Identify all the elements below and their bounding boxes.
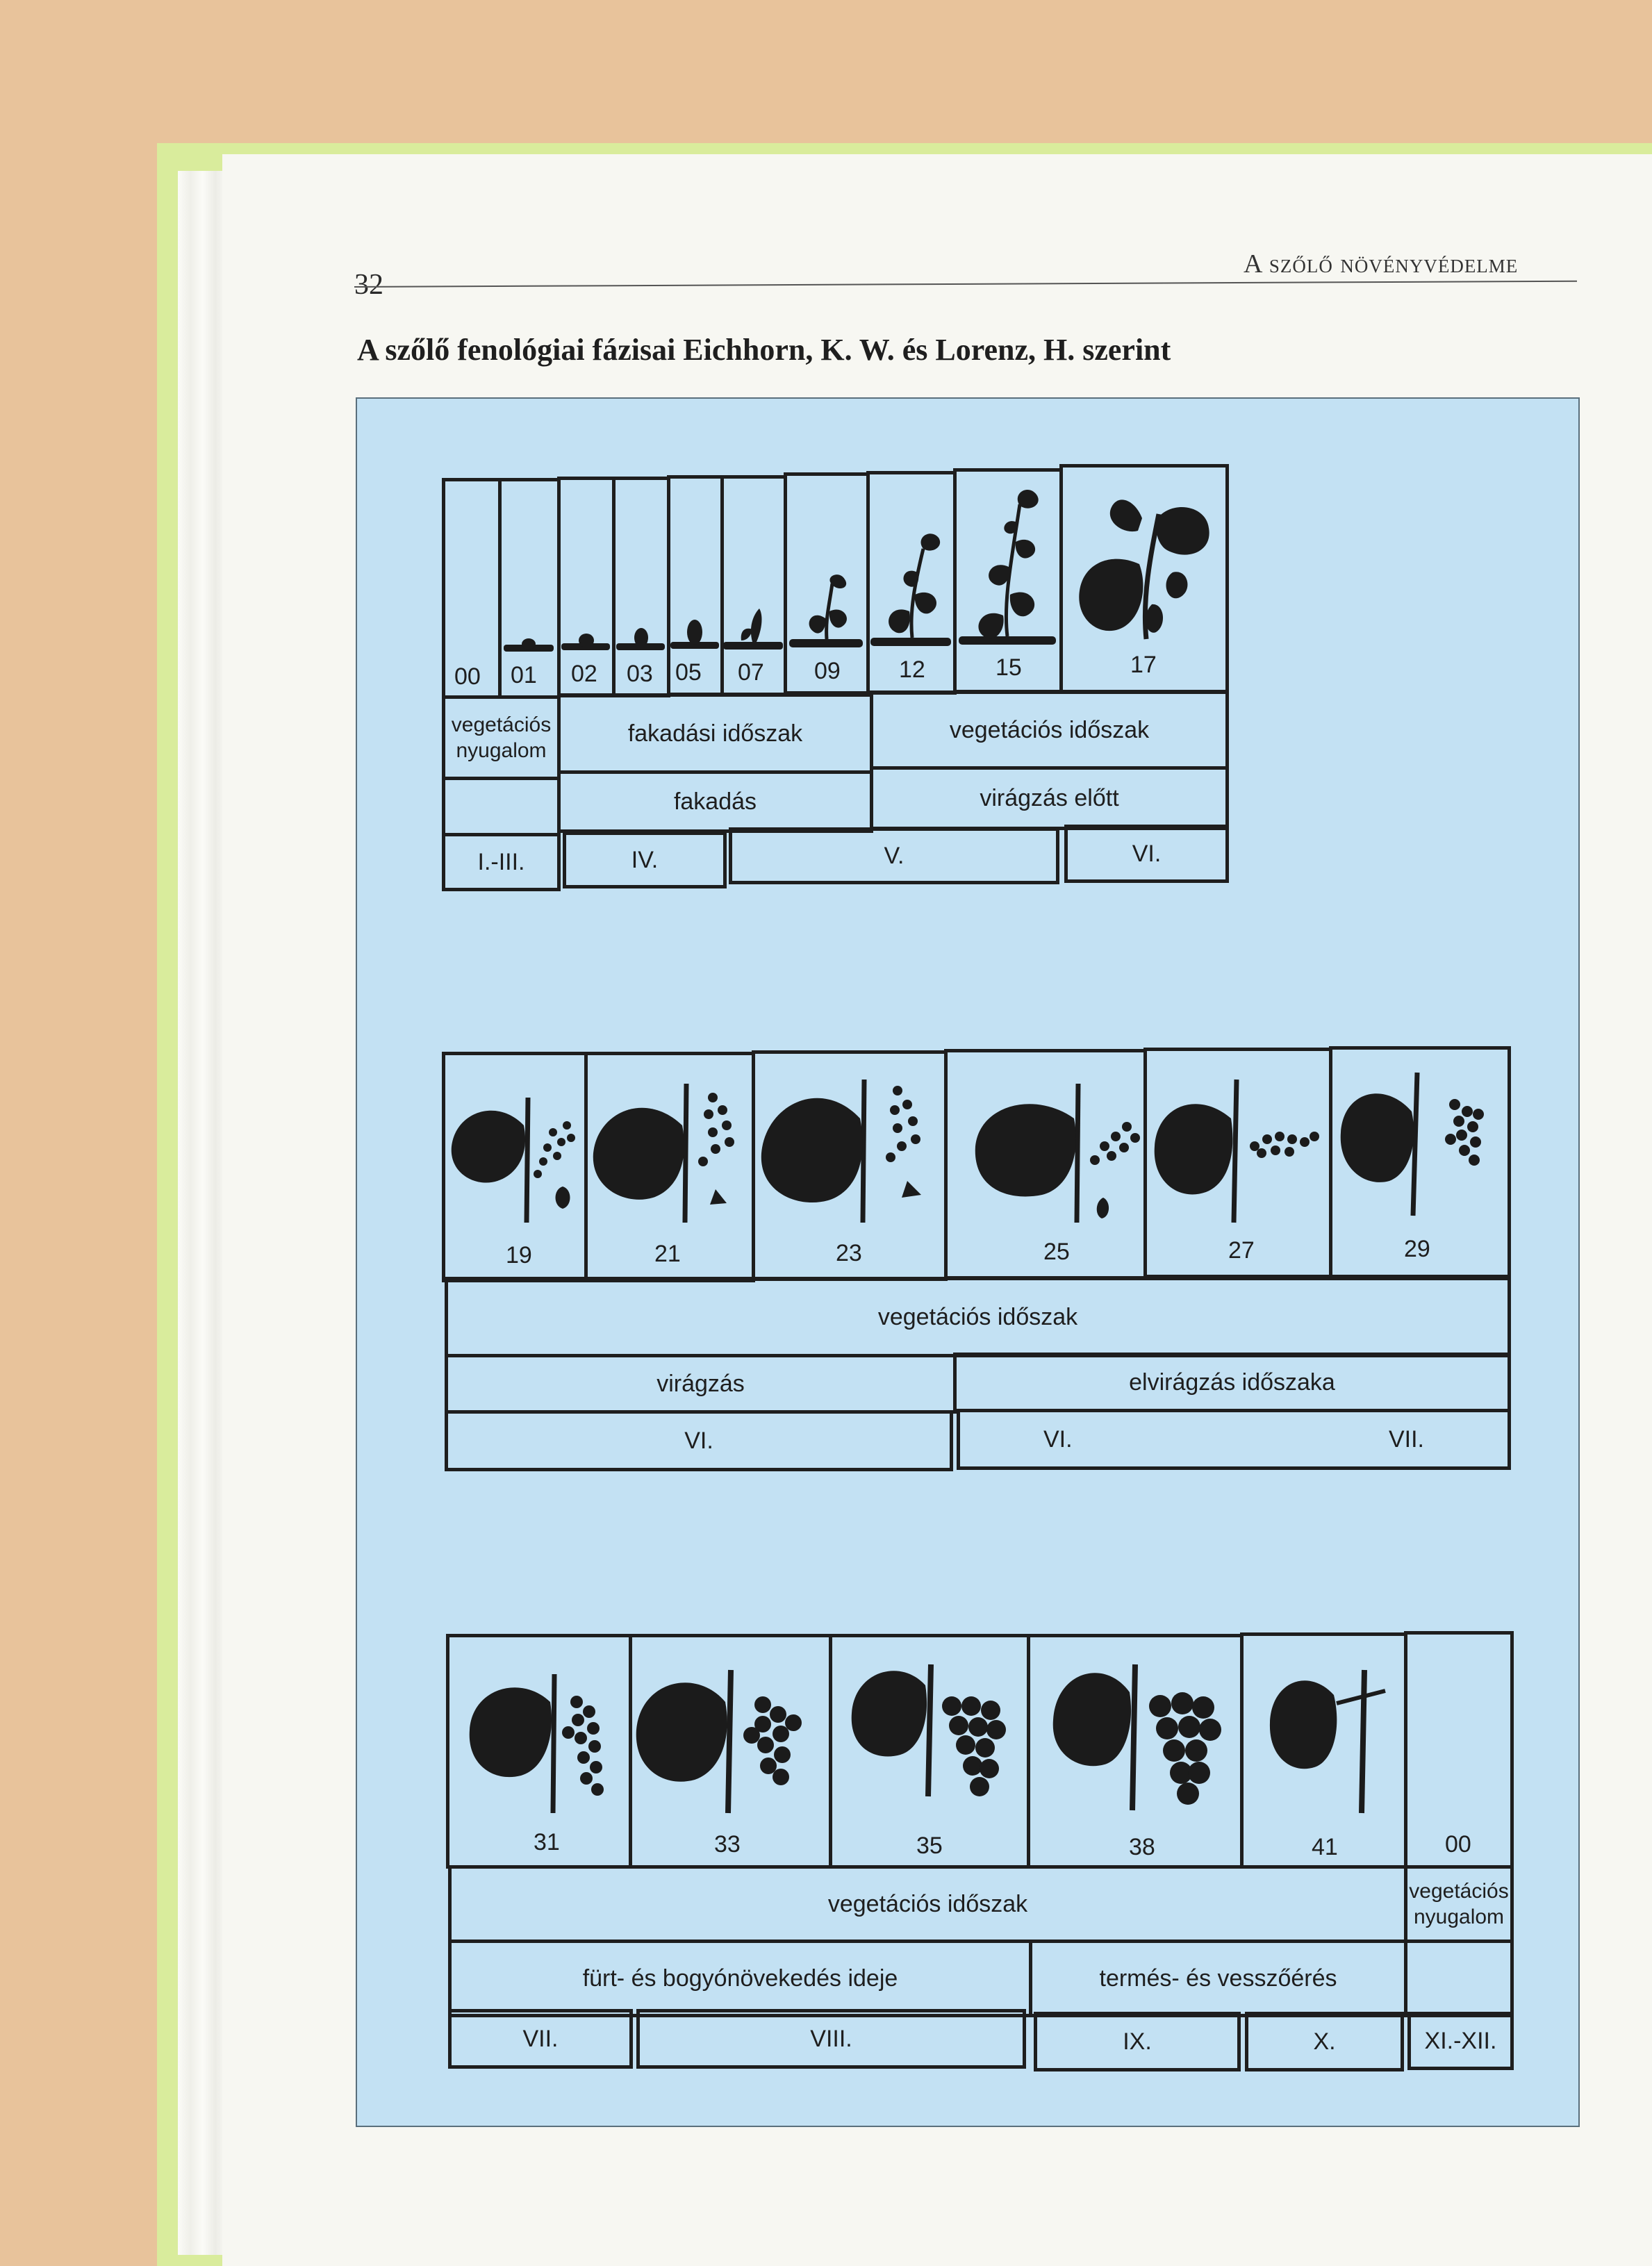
- month-label-jun-3: VI.: [1043, 1425, 1073, 1453]
- month-label-apr: IV.: [563, 832, 727, 888]
- stage-label-29: 29: [1404, 1236, 1430, 1262]
- flowering-stage-25-icon: [952, 1070, 1146, 1230]
- shoot-stage-15-icon: [953, 483, 1063, 667]
- berry-stage-31-icon: [459, 1660, 625, 1820]
- vegetation-period-label-2: vegetációs időszak: [445, 1277, 1511, 1357]
- running-head: A szőlő növényvédelme: [1244, 249, 1519, 279]
- stage-label-31: 31: [534, 1829, 560, 1855]
- months-jun-jul-group: [957, 1409, 1511, 1470]
- page-number: 32: [354, 269, 383, 301]
- month-label-may: V.: [729, 827, 1059, 884]
- pre-flowering-label: virágzás előtt: [870, 766, 1229, 830]
- shoot-stage-01-icon: [498, 625, 561, 667]
- month-label-jul-2: VII.: [448, 2009, 633, 2069]
- empty-cell-end: [1404, 1940, 1514, 2017]
- month-label-jan-mar: I.-III.: [442, 833, 561, 891]
- shoot-stage-03-icon: [612, 618, 670, 667]
- shoot-stage-12-icon: [866, 528, 957, 667]
- stage-label-00-end: 00: [1445, 1831, 1471, 1858]
- stage-label-35: 35: [916, 1833, 943, 1859]
- shoot-stage-09-icon: [784, 570, 870, 667]
- budbreak-label: fakadás: [557, 770, 873, 833]
- stage-label-01: 01: [511, 662, 537, 688]
- stage-label-25: 25: [1043, 1239, 1070, 1265]
- stage-label-07: 07: [738, 659, 764, 686]
- stage-label-02: 02: [571, 661, 597, 687]
- dormancy-label-end: vegetációs nyugalom: [1404, 1865, 1514, 1943]
- stage-label-17: 17: [1130, 652, 1157, 678]
- dormancy-label: vegetációs nyugalom: [442, 695, 561, 780]
- berry-stage-33-icon: [634, 1660, 828, 1820]
- stage-label-38: 38: [1129, 1834, 1155, 1860]
- stage-label-33: 33: [714, 1831, 741, 1858]
- month-label-jun-2: VI.: [445, 1410, 953, 1471]
- berry-stage-38-icon: [1049, 1657, 1244, 1817]
- stage-label-23: 23: [836, 1240, 862, 1266]
- ripening-label: termés- és vesszőérés: [1029, 1940, 1407, 2017]
- flowering-label: virágzás: [445, 1354, 957, 1414]
- empty-cell-1: [442, 777, 561, 836]
- vegetation-period-label: vegetációs időszak: [870, 690, 1229, 770]
- month-label-jun: VI.: [1064, 825, 1229, 883]
- shoot-stage-02-icon: [557, 622, 616, 664]
- stage-label-03: 03: [627, 661, 653, 687]
- shoot-stage-17-icon: [1070, 486, 1223, 646]
- cluster-growth-label: fürt- és bogyónövekedés ideje: [448, 1940, 1032, 2017]
- stage-label-15: 15: [996, 654, 1022, 681]
- berry-stage-35-icon: [848, 1657, 1028, 1817]
- month-label-nov-dec: XI.-XII.: [1407, 2012, 1514, 2070]
- flowering-stage-21-icon: [590, 1070, 750, 1230]
- month-label-sep: IX.: [1034, 2012, 1241, 2071]
- stage-label-41: 41: [1312, 1834, 1338, 1860]
- flowering-stage-23-icon: [759, 1070, 946, 1230]
- shoot-stage-07-icon: [720, 599, 787, 668]
- post-flowering-label: elvirágzás időszaka: [953, 1353, 1511, 1412]
- stage-label-12: 12: [899, 656, 925, 683]
- stage-label-09: 09: [814, 658, 841, 684]
- ripening-stage-41-icon: [1267, 1660, 1406, 1820]
- flowering-stage-19-icon: [449, 1070, 588, 1230]
- flowering-stage-29-icon: [1337, 1063, 1510, 1223]
- month-label-jul: VII.: [1388, 1425, 1424, 1453]
- stage-label-19: 19: [506, 1242, 532, 1268]
- budbreak-period-label: fakadási időszak: [557, 693, 873, 774]
- month-label-aug: VIII.: [636, 2009, 1026, 2069]
- shoot-stage-05-icon: [667, 610, 724, 665]
- month-label-oct: X.: [1245, 2012, 1404, 2071]
- stage-label-21: 21: [654, 1241, 681, 1267]
- page-title: A szőlő fenológiai fázisai Eichhorn, K. W. és Lorenz, H. szerint: [357, 333, 1171, 367]
- stage-label-00: 00: [454, 663, 481, 690]
- flowering-stage-27-icon: [1150, 1070, 1331, 1230]
- stage-label-05: 05: [675, 659, 702, 686]
- vegetation-period-label-3: vegetációs időszak: [448, 1865, 1407, 1943]
- stage-label-27: 27: [1228, 1237, 1255, 1264]
